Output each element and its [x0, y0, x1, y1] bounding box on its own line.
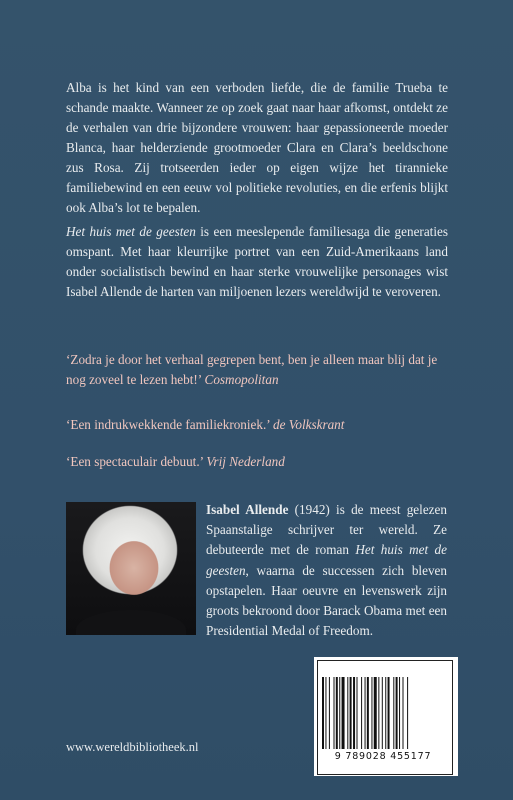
barcode-bar: [347, 677, 348, 749]
isbn-barcode: [314, 657, 458, 776]
barcode-bar: [382, 677, 383, 749]
quote-text: ‘Een indrukwekkende familiekroniek.’: [66, 417, 274, 432]
barcode-bar: [357, 677, 358, 749]
quote-source: Vrij Nederland: [206, 454, 285, 469]
barcode-bar: [371, 677, 372, 749]
barcode-bar: [367, 677, 369, 749]
blurb-paragraph-2-text: is een meeslepende familiesaga die generaties omspant. Met haar kleurrijke portret van een Zuid-Amerikaans land onder socialistisch bewind en haar sterke vrouwelijke personages wist Isabel Allende de harten van miljoenen lezers wereldwijd te veroveren.: [66, 224, 448, 299]
barcode-bar: [403, 677, 404, 749]
barcode-bar: [393, 677, 394, 749]
author-photo-shoulders: [76, 610, 186, 635]
barcode-bar: [334, 677, 335, 749]
quote-text: ‘Een spectaculair debuut.’: [66, 454, 207, 469]
barcode-bar: [322, 677, 324, 749]
barcode-bar: [399, 677, 400, 749]
barcode-bar: [336, 677, 338, 749]
barcode-bar: [353, 677, 355, 749]
barcode-bar: [361, 677, 362, 749]
review-quote-3: [66, 452, 456, 472]
author-name: Isabel Allende: [206, 502, 289, 517]
quote-text: ‘Zodra je door het verhaal gegrepen bent, ben je alleen maar blij dat je nog zoveel te lezen hebt!’: [66, 352, 438, 387]
review-quote-1: [66, 350, 456, 390]
blurb-paragraph-2: [66, 222, 448, 302]
barcode-bar: [325, 677, 326, 749]
book-title: Het huis met de geesten: [66, 224, 196, 239]
author-bio-text-2: , waarna de successen zich bleven opstapelen. Haar oeuvre en levenswerk zijn groots bekroond door Barack Obama met een Presidential Medal of Freedom.: [206, 562, 447, 639]
publisher-url: www.wereldbibliotheek.nl: [66, 740, 199, 754]
author-bio-book-title: Het huis met de geesten: [206, 542, 447, 578]
isbn-number: 9 789028 455177: [334, 751, 432, 762]
barcode-bars: [322, 677, 444, 749]
barcode-bar: [396, 677, 398, 749]
barcode-bar: [339, 677, 340, 749]
barcode-bar: [407, 677, 408, 749]
barcode-bar: [374, 677, 377, 749]
quote-source: de Volkskrant: [273, 417, 345, 432]
blurb-paragraph-1: Alba is het kind van een verboden liefde, die de familie Trueba te schande maakte. Wanneer ze op zoek gaat naar haar afkomst, ontdekt ze de verhalen van drie bijzondere vrouwen: haar gepassioneerde moeder Blanca, haar helderziende grootmoeder Clara en Clara’s beeldschone zus Rosa. Zij trotseerden ieder op eigen wijze het tirannieke familiebewind en een eeuw vol politieke revoluties, en die erfenis blijkt ook Alba’s lot te bepalen.: [66, 80, 448, 215]
author-bio: [206, 500, 447, 641]
barcode-bar: [385, 677, 386, 749]
review-quote-2: [66, 415, 456, 435]
barcode-bar: [350, 677, 352, 749]
barcode-bar: [365, 677, 366, 749]
author-photo: [66, 502, 196, 635]
author-bio-text-1: (1942) is de meest gelezen Spaanstalige schrijver ter wereld. Ze debuteerde met de roman: [206, 502, 447, 558]
barcode-bar: [342, 677, 345, 749]
quote-source: Cosmopolitan: [204, 372, 279, 387]
barcode-bar: [329, 677, 330, 749]
barcode-bar: [388, 677, 390, 749]
barcode-bar: [378, 677, 379, 749]
